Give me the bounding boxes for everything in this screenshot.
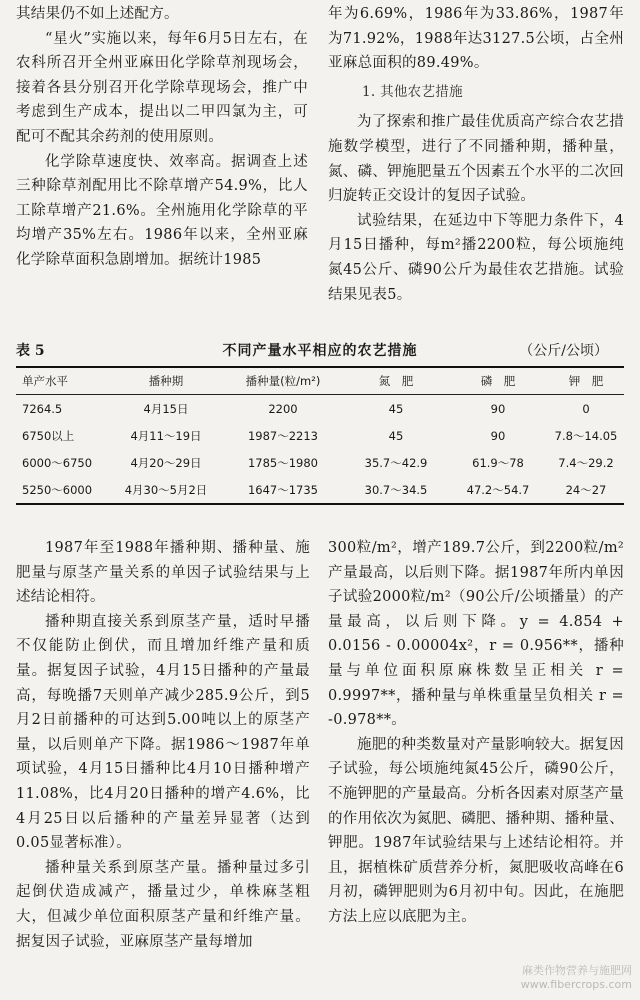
paragraph: 年为6.69%，1986年为33.86%，1987年为71.92%，1988年达3127.5公顷，占全州亚麻总面积的89.49%。 [328,6,624,72]
paragraph: 300粒/m²，增产189.7公斤，到2200粒/m²产量最高，以后则下降。据1987年所内单因子试验2000粒/m²（90公斤/公顷播量）的产量最高，以后则下降。y = 4.854 + 0.0156 - 0.00004x²，r = 0.956**，播种量与单位面积原麻株数呈正相关 r = 0.9997**，播种量与单株重量呈负相关 r = -0.978**。 [328,540,624,729]
top-left-column [16,2,308,273]
watermark-line: 麻类作物营养与施肥网 [522,964,632,977]
table-cell: 1647～1735 [247,482,319,497]
table-header-cell: 播种期 [148,374,184,388]
table-row [16,422,624,449]
watermark-url: www.fibercrops.com [520,978,632,991]
watermark [521,964,632,992]
table-row [16,476,624,504]
bottom-right-column [328,536,624,930]
paragraph: 播种期直接关系到原茎产量，适时早播不仅能防止倒伏，而且增加纤维产量和质量。据复因子试验，4月15日播种的产量最高，每晚播7天则单产减少285.9公斤，到5月2日前播种的可达到5.00吨以上的原茎产量，以后则单产下降。据1986～1987年单项试验，4月15日播种比4月10日播种增产11.08%，比4月20日播种的增产4.6%，比4月25日以后播种的产量差异显著（达到0.05显著标准）。 [16,613,310,852]
table-header-row [16,367,624,395]
section-heading: 1. 其他农艺措施 [362,83,463,100]
paragraph: 为了探索和推广最佳优质高产综合农艺措施数学模型，进行了不同播种期，播种量，氮、磷、钾施肥量五个因素五个水平的二次回归旋转正交设计的复因子试验。 [328,114,624,205]
bottom-left-column [16,536,310,954]
table-title: 不同产量水平相应的农艺措施 [222,343,418,359]
table-cell: 6000～6750 [22,455,93,470]
table-cell: 4月15日 [143,401,189,416]
table-cell: 0 [582,401,590,416]
data-table [16,366,624,505]
table-caption [16,340,624,366]
paragraph: 试验结果，在延边中下等肥力条件下，4月15日播种，每m²播2200粒，每公顷施纯氮45公斤、磷90公斤为最佳农艺措施。试验结果见表5。 [328,212,624,303]
paragraph: 播种量关系到原茎产量。播种量过多引起倒伏造成减产，播量过少，单株麻茎粗大，但减少单位面积原茎产量和纤维产量。据复因子试验，亚麻原茎产量每增加 [16,859,310,950]
table-cell: 2200 [268,401,298,416]
table-cell: 35.7～42.9 [364,455,428,470]
paragraph: 化学除草速度快、效率高。据调查上述三种除草剂配用比不除草增产54.9%，比人工除草增产21.6%。全州施用化学除草的平均增产35%左右。1986年以来，全州亚麻化学除草面积急剧增加。据统计1985 [16,153,308,268]
table-label: 表 5 [16,343,45,359]
table-header-cell: 单产水平 [22,374,68,388]
table-row [16,395,624,423]
paragraph: “星火”实施以来，每年6月5日左右，在农科所召开全州亚麻田化学除草剂现场会，接着各县分别召开化学除草现场会，推广中考虑到生产成本，提出以二甲四氯为主，可配可不配其余药剂的使用原则。 [16,30,308,145]
table-header-cell: 氮 肥 [378,374,414,388]
table-cell: 7264.5 [22,401,63,416]
table-cell: 6750以上 [22,428,75,443]
table-5 [16,340,624,505]
table-row [16,449,624,476]
table-cell: 61.9～78 [472,455,524,470]
table-cell: 4月20～29日 [130,455,202,470]
table-cell: 1785～1980 [247,455,319,470]
paragraph: 其结果仍不如上述配方。 [16,6,179,22]
table-cell: 90 [490,428,506,443]
table-cell: 47.2～54.7 [466,482,530,497]
table-cell: 5250～6000 [22,482,93,497]
paragraph: 1987年至1988年播种期、播种量、施肥量与原茎产量关系的单因子试验结果与上述结论相符。 [16,540,310,606]
table-header-cell: 播种量(粒/m²) [245,374,321,388]
table-unit: （公斤/公顷） [519,343,608,359]
table-cell: 45 [388,428,404,443]
table-cell: 24～27 [565,482,607,497]
table-cell: 7.8～14.05 [554,428,618,443]
table-header-cell: 磷 肥 [480,374,516,388]
paragraph: 施肥的种类数量对产量影响较大。据复因子试验，每公顷施纯氮45公斤，磷90公斤，不施钾肥的产量最高。分析各因素对原茎产量的作用依次为氮肥、磷肥、播种期、播种量、钾肥。1987年试验结果与上述结论相符。并且，据植株矿质营养分析，氮肥吸收高峰在6月初，磷钾肥则为6月初中旬。因此，在施肥方法上应以底肥为主。 [328,736,624,925]
table-cell: 4月30～5月2日 [124,482,208,497]
top-right-column [328,2,624,307]
table-cell: 30.7～34.5 [364,482,428,497]
table-cell: 7.4～29.2 [558,455,614,470]
table-cell: 90 [490,401,506,416]
table-cell: 4月11～19日 [130,428,202,443]
table-cell: 45 [388,401,404,416]
table-header-cell: 钾 肥 [568,374,604,388]
table-cell: 1987～2213 [247,428,319,443]
